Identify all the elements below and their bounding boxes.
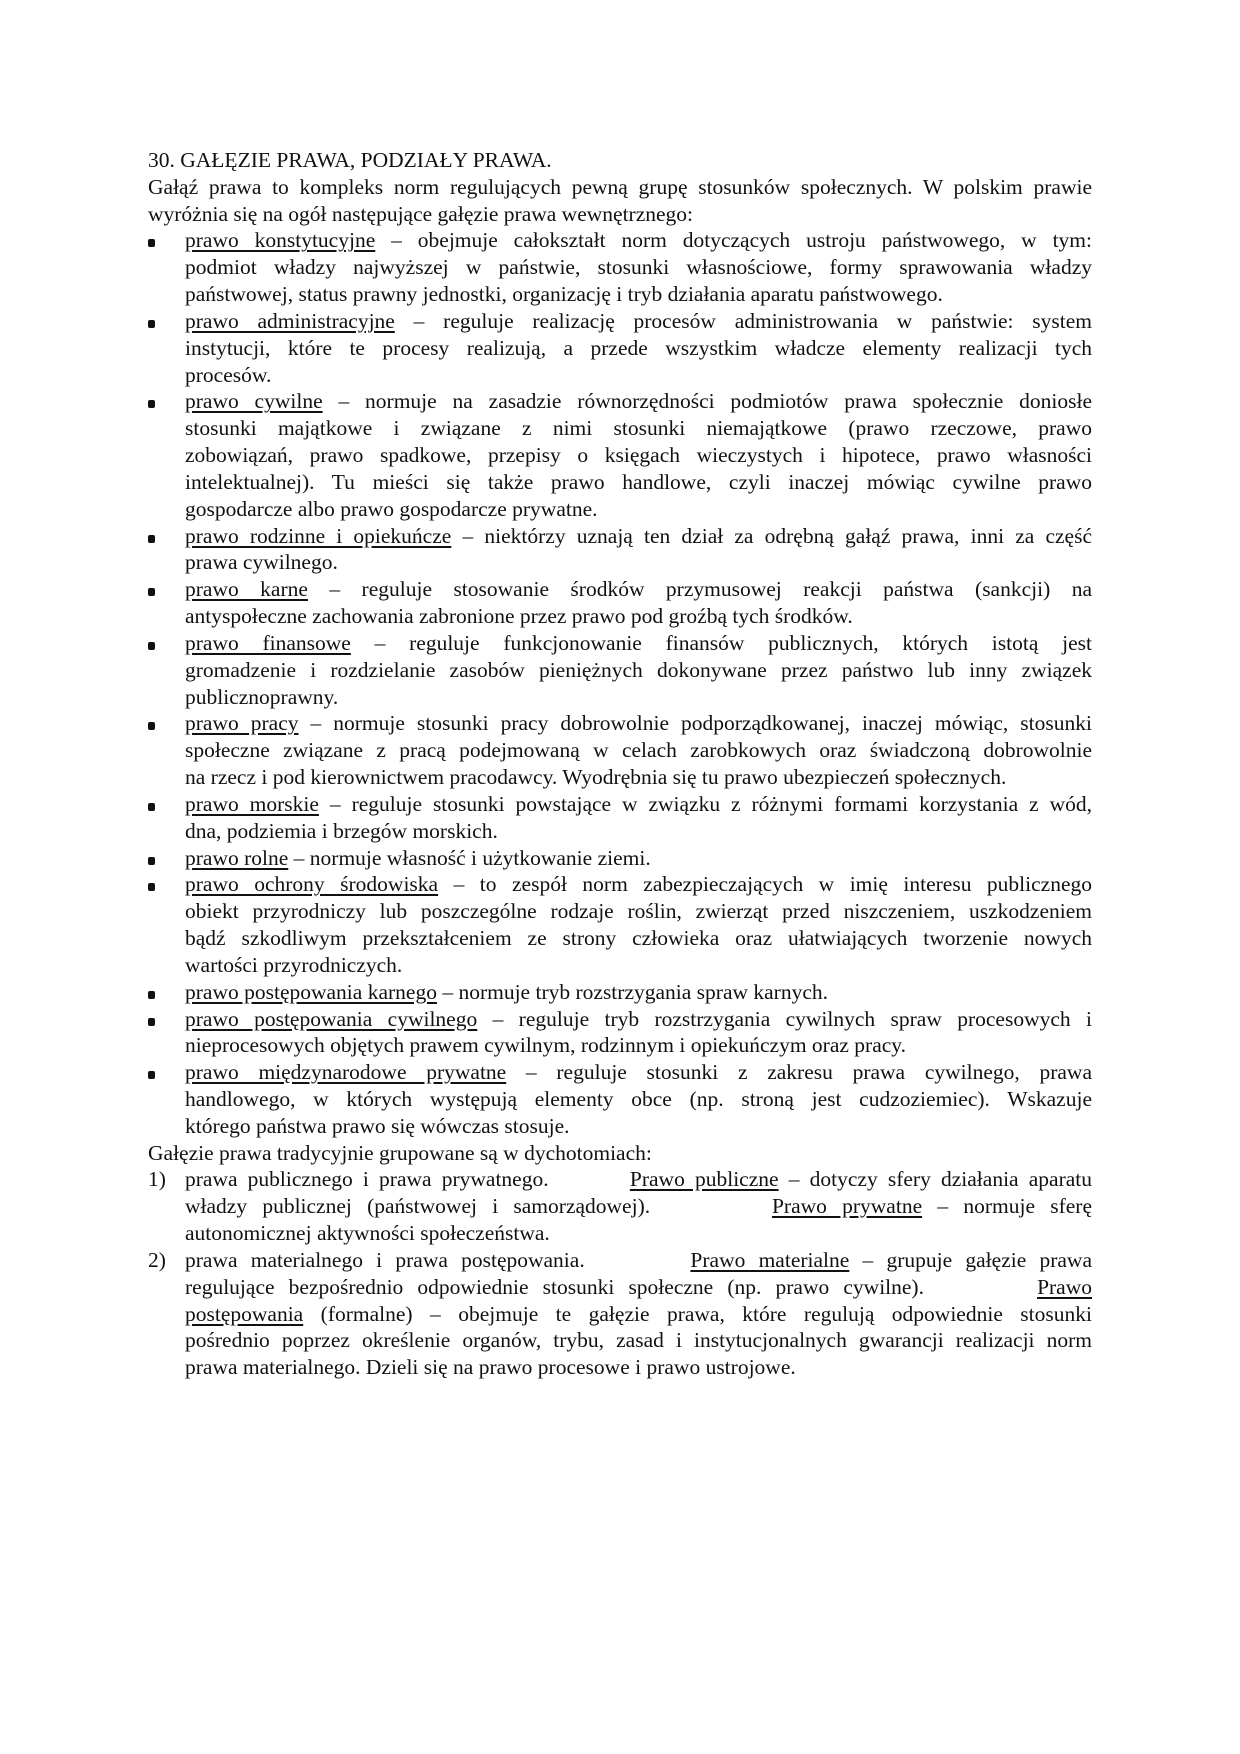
text-segment: społeczne związane z pracą podejmowaną w celach zarobkowych oraz świadczoną dobrowolnie: [185, 738, 1092, 763]
text-segment: prawa materialnego. Dzieli się na prawo procesowe i prawo ustrojowe.: [185, 1355, 796, 1380]
text-segment: – reguluje stosunki powstające w związku z różnymi formami korzystania z wód,: [318, 791, 1092, 816]
text-segment: – niektórzy uznają ten dział za odrębną gałąź prawa, inni za część: [451, 523, 1092, 548]
text-line: [185, 603, 1092, 630]
underlined-term: Prawo materialne: [690, 1247, 850, 1272]
bullet-icon: [148, 630, 155, 657]
bullet-dot: [148, 400, 155, 408]
item-body: [185, 630, 1092, 710]
underlined-term: prawo konstytucyjne: [185, 228, 376, 253]
text-segment: władzy publicznej (państwowej i samorządowej).: [185, 1194, 772, 1219]
text-line: [185, 630, 1092, 657]
text-segment: Gałąź prawa to kompleks norm regulujących pewną grupę stosunków społecznych. W polskim prawie: [148, 174, 1092, 199]
list-item: [148, 871, 1092, 978]
text-line: [185, 1113, 1092, 1140]
list-item: [148, 1006, 1092, 1060]
text-line: [185, 818, 1092, 845]
underlined-term: prawo finansowe: [185, 630, 351, 655]
bullet-dot: [148, 803, 155, 811]
text-segment: – dotyczy sfery działania aparatu: [778, 1167, 1092, 1192]
underlined-term: prawo rodzinne i opiekuńcze: [185, 523, 452, 548]
text-line: [185, 1274, 1092, 1301]
text-line: [148, 201, 1092, 228]
list-item: [148, 791, 1092, 845]
bullet-icon: [148, 1006, 155, 1033]
item-body: [185, 1006, 1092, 1060]
text-segment: – normuje sferę: [922, 1194, 1092, 1219]
text-line: [185, 1193, 1092, 1220]
underlined-term: prawo karne: [185, 577, 308, 602]
underlined-term: prawo administracyjne: [185, 308, 395, 333]
text-line: [185, 1006, 1092, 1033]
text-segment: (formalne) – obejmuje te gałęzie prawa, które regulują odpowiednie stosunki: [303, 1301, 1092, 1326]
item-number: 2): [148, 1247, 166, 1272]
bullet-dot: [148, 535, 155, 543]
text-segment: gromadzenie i rozdzielanie zasobów pieniężnych dokonywane przez państwo lub inny związek: [185, 657, 1092, 682]
text-segment: – reguluje tryb rozstrzygania cywilnych spraw procesowych i: [477, 1006, 1092, 1031]
text-line: [185, 657, 1092, 684]
underlined-term: prawo postępowania cywilnego: [185, 1006, 478, 1031]
text-segment: – grupuje gałęzie prawa: [849, 1247, 1092, 1272]
text-line: [185, 871, 1092, 898]
bullet-icon: [148, 523, 155, 550]
numbered-item: [148, 1166, 1092, 1246]
underlined-term: Prawo prywatne: [771, 1194, 923, 1219]
underlined-term: prawo ochrony środowiska: [185, 872, 439, 897]
text-line: [185, 1032, 1092, 1059]
text-segment: gospodarcze albo prawo gospodarcze prywatne.: [185, 496, 598, 521]
text-segment: – to zespół norm zabezpieczających w imię interesu publicznego: [438, 872, 1092, 897]
text-segment: prawa materialnego i prawa postępowania.: [185, 1247, 691, 1272]
text-line: [185, 925, 1092, 952]
text-segment: handlowego, w których występują elementy obce (np. stroną jest cudzoziemiec). Wskazuje: [185, 1086, 1092, 1111]
text-line: [185, 1354, 1092, 1381]
text-line: [185, 576, 1092, 603]
numbered-item: [148, 1247, 1092, 1381]
text-line: [185, 1247, 1092, 1274]
text-segment: państwowej, status prawny jednostki, organizację i tryb działania aparatu państwowego.: [185, 282, 943, 307]
text-line: [185, 496, 1092, 523]
law-branches-list: [148, 227, 1092, 1139]
underlined-term: prawo cywilne: [185, 389, 323, 414]
text-segment: – reguluje stosunki z zakresu prawa cywilnego, prawa: [506, 1060, 1092, 1085]
text-line: [185, 227, 1092, 254]
item-body: [185, 1059, 1092, 1139]
bullet-dot: [148, 883, 155, 891]
text-segment: Gałęzie prawa tradycyjnie grupowane są w dychotomiach:: [148, 1140, 652, 1165]
text-segment: regulujące bezpośrednio odpowiednie stosunki społeczne (np. prawo cywilne).: [185, 1274, 1038, 1299]
document-title: 30. GAŁĘZIE PRAWA, PODZIAŁY PRAWA.: [148, 148, 552, 172]
text-segment: autonomicznej aktywności społeczeństwa.: [185, 1221, 550, 1246]
item-number: 1): [148, 1167, 166, 1192]
text-line: [185, 737, 1092, 764]
text-line: [185, 1301, 1092, 1328]
bullet-icon: [148, 710, 155, 737]
text-line: [185, 254, 1092, 281]
text-segment: nieprocesowych objętych prawem cywilnym, rodzinnym i opiekuńczym oraz pracy.: [185, 1033, 907, 1058]
text-line: [185, 952, 1092, 979]
text-segment: wyróżnia się na ogół następujące gałęzie prawa wewnętrznego:: [148, 201, 694, 226]
intro-paragraph: [148, 174, 1092, 228]
text-line: [185, 388, 1092, 415]
text-line: [148, 1140, 1092, 1167]
text-line: [185, 684, 1092, 711]
item-body: [185, 576, 1092, 630]
text-line: [185, 1086, 1092, 1113]
item-body: [185, 791, 1092, 845]
dichotomy-intro: [148, 1140, 1092, 1167]
bullet-icon: [148, 845, 155, 872]
text-segment: – obejmuje całokształt norm dotyczących ustroju państwowego, w tym:: [375, 228, 1092, 253]
text-line: [185, 549, 1092, 576]
document-page: [148, 147, 1092, 1381]
bullet-icon: [148, 227, 155, 254]
text-line: [185, 710, 1092, 737]
text-segment: bądź szkodliwym przekształceniem ze strony człowieka oraz ułatwiających tworzenie nowych: [185, 926, 1092, 951]
underlined-term: prawo postępowania karnego: [185, 979, 437, 1004]
underlined-term: Prawo publiczne: [629, 1167, 779, 1192]
text-line: [185, 362, 1092, 389]
text-line: [185, 898, 1092, 925]
item-body: [185, 871, 1092, 978]
text-segment: – normuje stosunki pracy dobrowolnie podporządkowanej, inaczej mówiąc, stosunki: [298, 711, 1092, 736]
text-line: [185, 281, 1092, 308]
dichotomies-list: [148, 1166, 1092, 1381]
bullet-dot: [148, 991, 155, 999]
bullet-icon: [148, 388, 155, 415]
list-item: [148, 710, 1092, 790]
bullet-icon: [148, 576, 155, 603]
bullet-icon: [148, 308, 155, 335]
item-body: [185, 710, 1092, 790]
text-segment: – normuje na zasadzie równorzędności podmiotów prawa społecznie doniosłe: [322, 389, 1092, 414]
list-item: [148, 576, 1092, 630]
bullet-dot: [148, 239, 155, 247]
item-body: [185, 388, 1092, 522]
text-segment: – reguluje stosowanie środków przymusowej reakcji państwa (sankcji) na: [307, 577, 1092, 602]
list-item: [148, 523, 1092, 577]
text-segment: na rzecz i pod kierownictwem pracodawcy. Wyodrębnia się tu prawo ubezpieczeń społecznych.: [185, 765, 1007, 790]
bullet-dot: [148, 1018, 155, 1026]
text-segment: procesów.: [185, 362, 272, 387]
bullet-dot: [148, 588, 155, 596]
bullet-dot: [148, 642, 155, 650]
bullet-dot: [148, 1071, 155, 1079]
bullet-icon: [148, 979, 155, 1006]
text-segment: – normuje tryb rozstrzygania spraw karnych.: [436, 979, 829, 1004]
text-segment: prawa cywilnego.: [185, 550, 338, 575]
text-line: [185, 845, 1092, 872]
text-line: [185, 1220, 1092, 1247]
underlined-term: Prawo: [1037, 1274, 1092, 1299]
underlined-term: postępowania: [185, 1301, 304, 1326]
text-segment: publicznoprawny.: [185, 684, 339, 709]
list-item: [148, 1059, 1092, 1139]
text-line: [185, 764, 1092, 791]
item-body: [185, 523, 1092, 577]
text-segment: którego państwa prawo się wówczas stosuje.: [185, 1113, 570, 1138]
bullet-icon: [148, 791, 155, 818]
text-line: [185, 979, 1092, 1006]
text-segment: dna, podziemia i brzegów morskich.: [185, 818, 498, 843]
text-segment: zobowiązań, prawo spadkowe, przepisy o księgach wieczystych i hipotece, prawo własności: [185, 443, 1092, 468]
text-line: [185, 791, 1092, 818]
item-body: [185, 845, 1092, 872]
bullet-dot: [148, 320, 155, 328]
text-segment: wartości przyrodniczych.: [185, 952, 403, 977]
item-body: [185, 227, 1092, 307]
list-item: [148, 308, 1092, 388]
text-line: [185, 415, 1092, 442]
text-line: [185, 523, 1092, 550]
bullet-dot: [148, 857, 155, 865]
bullet-icon: [148, 1059, 155, 1086]
item-body: [185, 1247, 1092, 1381]
bullet-dot: [148, 722, 155, 730]
text-line: [185, 442, 1092, 469]
item-body: [185, 1166, 1092, 1246]
text-segment: – normuje własność i użytkowanie ziemi.: [288, 845, 651, 870]
item-body: [185, 979, 1092, 1006]
item-body: [185, 308, 1092, 388]
text-segment: intelektualnej). Tu mieści się także prawo handlowe, czyli inaczej mówiąc cywilne prawo: [185, 469, 1092, 494]
text-segment: stosunki majątkowe i związane z nimi stosunki niemajątkowe (prawo rzeczowe, prawo: [185, 416, 1092, 441]
text-segment: obiekt przyrodniczy lub poszczególne rodzaje roślin, zwierząt przed niszczeniem, uszkodzeniem: [185, 899, 1092, 924]
underlined-term: prawo międzynarodowe prywatne: [185, 1060, 507, 1085]
text-segment: pośrednio poprzez określenie organów, trybu, zasad i instytucjonalnych gwarancji realizacji norm: [185, 1328, 1092, 1353]
text-line: [185, 469, 1092, 496]
text-segment: – reguluje funkcjonowanie finansów publicznych, których istotą jest: [350, 630, 1092, 655]
text-line: [185, 308, 1092, 335]
list-item: [148, 388, 1092, 522]
list-item: [148, 630, 1092, 710]
text-segment: antyspołeczne zachowania zabronione przez prawo pod groźbą tych środków.: [185, 604, 853, 629]
text-segment: podmiot władzy najwyższej w państwie, stosunki własnościowe, formy sprawowania władzy: [185, 255, 1092, 280]
text-segment: prawa publicznego i prawa prywatnego.: [185, 1167, 630, 1192]
text-line: [148, 174, 1092, 201]
list-item: [148, 845, 1092, 872]
underlined-term: prawo rolne: [185, 845, 289, 870]
text-line: [185, 1166, 1092, 1193]
underlined-term: prawo morskie: [185, 791, 319, 816]
bullet-icon: [148, 871, 155, 898]
text-line: [185, 1327, 1092, 1354]
text-line: [185, 335, 1092, 362]
text-segment: – reguluje realizację procesów administrowania w państwie: system: [394, 308, 1092, 333]
text-line: [185, 1059, 1092, 1086]
list-item: [148, 227, 1092, 307]
list-item: [148, 979, 1092, 1006]
underlined-term: prawo pracy: [185, 711, 299, 736]
text-segment: instytucji, które te procesy realizują, a przede wszystkim władcze elementy realizacji tych: [185, 335, 1092, 360]
